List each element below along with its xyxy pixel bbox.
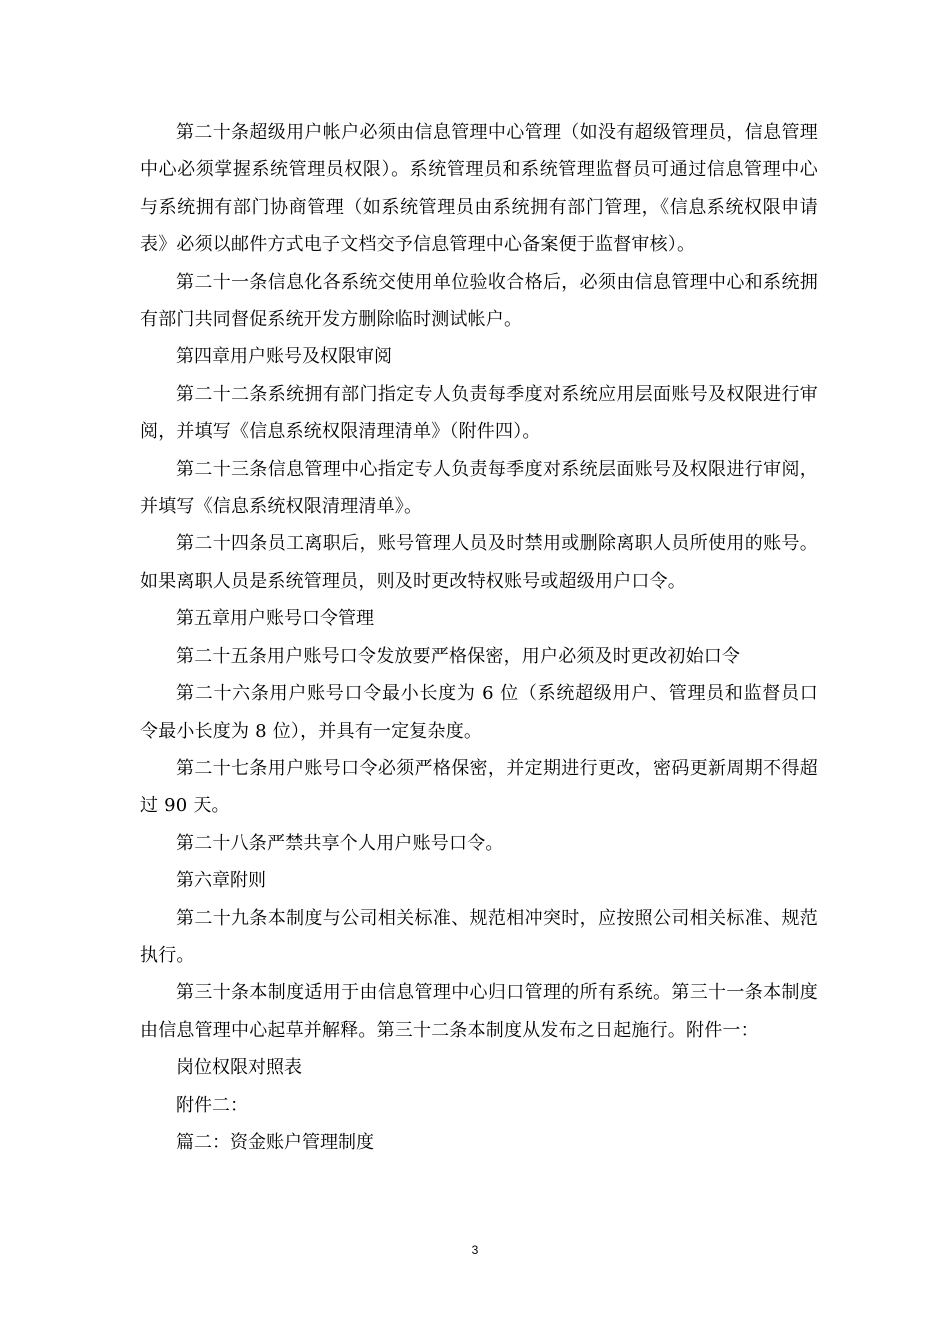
article-26: 第二十六条用户账号口令最小长度为 6 位（系统超级用户、管理员和监督员口令最小长度为 8 位），并具有一定复杂度。 [140, 683, 818, 742]
article-23: 第二十三条信息管理中心指定专人负责每季度对系统层面账号及权限进行审阅，并填写《信息系统权限清理清单》。 [140, 458, 818, 518]
article-21: 第二十一条信息化各系统交使用单位验收合格后，必须由信息管理中心和系统拥有部门共同督促系统开发方删除临时测试帐户。 [140, 271, 818, 331]
document-body [140, 114, 818, 1161]
attachment-1-title: 岗位权限对照表 [176, 1057, 302, 1079]
article-20: 第二十条超级用户帐户必须由信息管理中心管理（如没有超级管理员，信息管理中心必须掌握系统管理员权限）。系统管理员和系统管理监督员可通过信息管理中心与系统拥有部门协商管理（如系统管理员由系统拥有部门管理，《信息系统权限申请表》必须以邮件方式电子文档交予信息管理中心备案便于监督审核）。 [140, 122, 818, 256]
attachment-2-label: 附件二： [176, 1094, 248, 1116]
article-27: 第二十七条用户账号口令必须严格保密，并定期进行更改，密码更新周期不得超过 90 天。 [140, 757, 818, 817]
article-22: 第二十二条系统拥有部门指定专人负责每季度对系统应用层面账号及权限进行审阅，并填写《信息系统权限清理清单》（附件四）。 [140, 383, 818, 443]
article-30-32: 第三十条本制度适用于由信息管理中心归口管理的所有系统。第三十一条本制度由信息管理中心起草并解释。第三十二条本制度从发布之日起施行。附件一： [140, 982, 818, 1041]
chapter-6-heading: 第六章附则 [176, 870, 266, 892]
article-24: 第二十四条员工离职后，账号管理人员及时禁用或删除离职人员所使用的账号。如果离职人员是系统管理员，则及时更改特权账号或超级用户口令。 [140, 533, 818, 592]
page-number: 3 [471, 1243, 479, 1257]
article-25: 第二十五条用户账号口令发放要严格保密，用户必须及时更改初始口令 [176, 645, 741, 667]
article-28: 第二十八条严禁共享个人用户账号口令。 [176, 832, 504, 854]
article-29: 第二十九条本制度与公司相关标准、规范相冲突时，应按照公司相关标准、规范执行。 [140, 907, 818, 966]
section-2-title: 篇二：资金账户管理制度 [176, 1131, 374, 1153]
chapter-4-heading: 第四章用户账号及权限审阅 [176, 346, 392, 368]
chapter-5-heading: 第五章用户账号口令管理 [176, 608, 374, 630]
